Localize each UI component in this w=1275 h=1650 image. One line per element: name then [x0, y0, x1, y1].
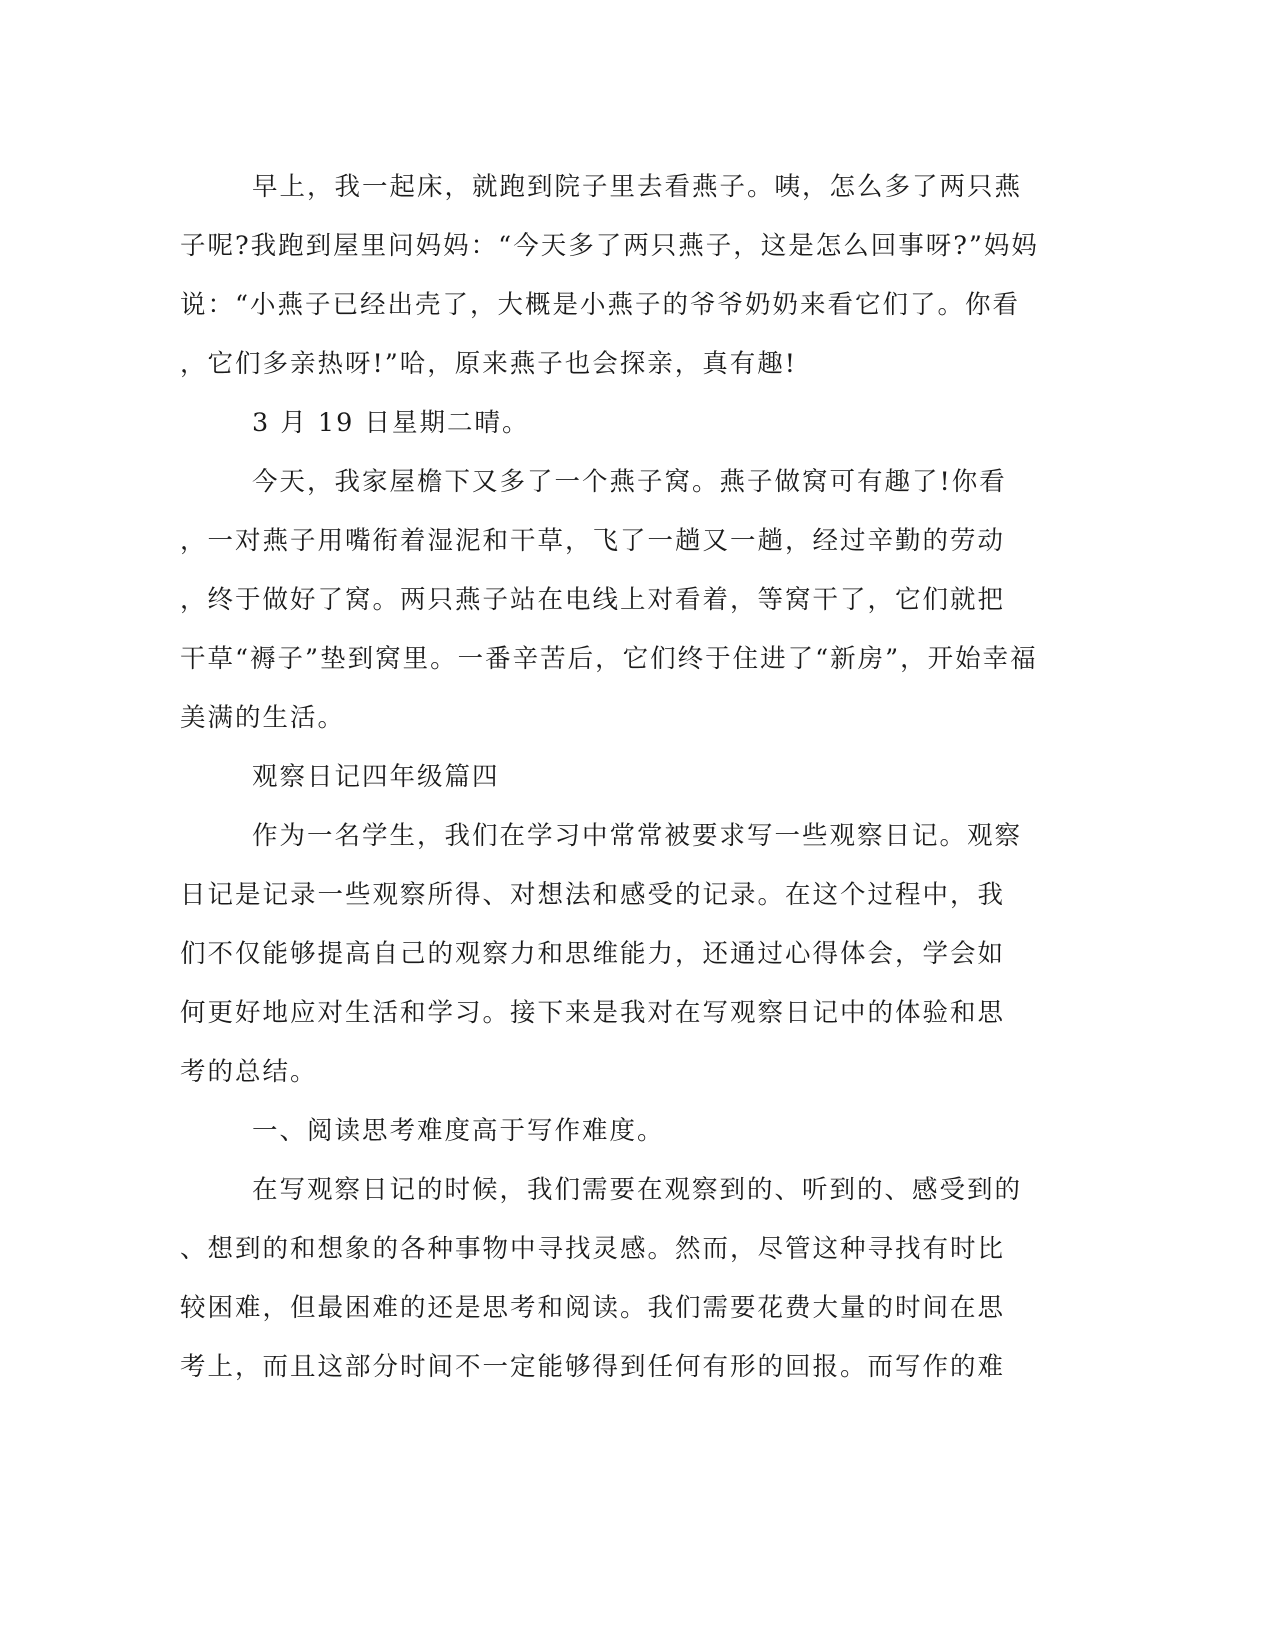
section-heading: 观察日记四年级篇四	[252, 762, 500, 792]
text-line: 考的总结。	[180, 1057, 318, 1087]
text-line: 今天，我家屋檐下又多了一个燕子窝。燕子做窝可有趣了!你看	[252, 467, 1007, 497]
text-line: 在写观察日记的时候，我们需要在观察到的、听到的、感受到的	[252, 1175, 1023, 1205]
text-line: 较困难，但最困难的还是思考和阅读。我们需要花费大量的时间在思	[180, 1293, 1006, 1323]
subsection-heading: 一、阅读思考难度高于写作难度。	[252, 1116, 665, 1146]
text-line: 们不仅能够提高自己的观察力和思维能力，还通过心得体会，学会如	[180, 939, 1006, 969]
text-line: 干草“褥子”垫到窝里。一番辛苦后，它们终于住进了“新房”，开始幸福	[180, 644, 1038, 674]
text-line: 日记是记录一些观察所得、对想法和感受的记录。在这个过程中，我	[180, 880, 1006, 910]
text-line: 考上，而且这部分时间不一定能够得到任何有形的回报。而写作的难	[180, 1352, 1006, 1382]
text-line: 早上，我一起床，就跑到院子里去看燕子。咦，怎么多了两只燕	[252, 172, 1023, 202]
text-line: 说：“小燕子已经出壳了，大概是小燕子的爷爷奶奶来看它们了。你看	[180, 290, 1021, 320]
text-line: 美满的生活。	[180, 703, 346, 733]
text-line: 作为一名学生，我们在学习中常常被要求写一些观察日记。观察	[252, 821, 1023, 851]
text-line: ，它们多亲热呀!”哈，原来燕子也会探亲，真有趣!	[180, 349, 798, 379]
text-line: ，一对燕子用嘴衔着湿泥和干草，飞了一趟又一趟，经过辛勤的劳动	[180, 526, 1006, 556]
text-line: ，终于做好了窝。两只燕子站在电线上对看着，等窝干了，它们就把	[180, 585, 1006, 615]
text-line: 、想到的和想象的各种事物中寻找灵感。然而，尽管这种寻找有时比	[180, 1234, 1006, 1264]
text-line: 何更好地应对生活和学习。接下来是我对在写观察日记中的体验和思	[180, 998, 1006, 1028]
document-body	[180, 158, 1040, 1397]
date-line: 3 月 19 日星期二晴。	[252, 408, 530, 438]
text-line: 子呢?我跑到屋里问妈妈：“今天多了两只燕子，这是怎么回事呀?”妈妈	[180, 231, 1039, 261]
